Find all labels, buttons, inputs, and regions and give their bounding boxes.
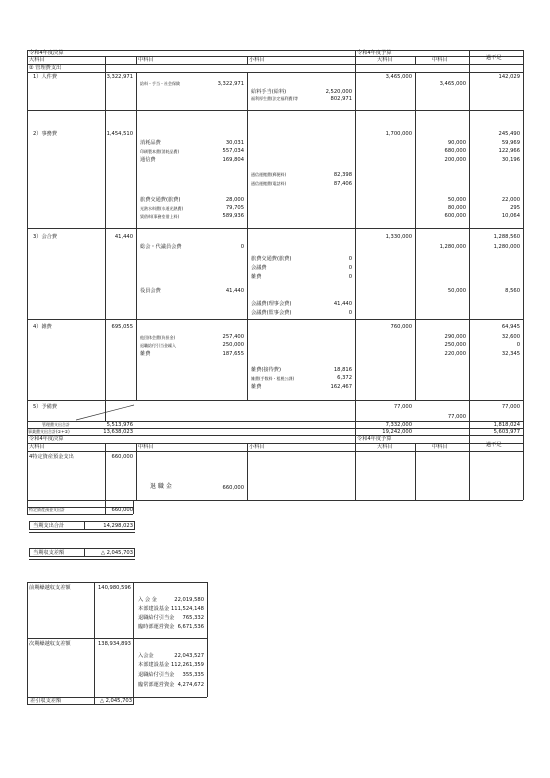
diff: 0: [516, 342, 520, 348]
sho-label: 会議費(理事会費): [251, 301, 292, 307]
row-amount: 695,055: [111, 324, 133, 330]
budget-col-chu: 中科目: [432, 444, 448, 450]
over-short-label: 過不足: [486, 55, 502, 61]
chu-label: 他団体会費(負担金): [140, 335, 176, 340]
kanri-total-amount: 5,513,976: [106, 422, 133, 428]
budget-col-chu: 中科目: [432, 57, 448, 63]
diff: 1,288,560: [493, 234, 520, 240]
zenki-item-amount: 111,524,148: [170, 606, 204, 612]
budget-chu: 50,000: [447, 288, 466, 294]
budget-chu: 3,465,000: [439, 81, 466, 87]
diff: 30,196: [501, 157, 520, 163]
chu-amount: 257,400: [222, 334, 244, 340]
chu-label: 通信費: [140, 157, 156, 163]
chu-label: 消耗品費: [140, 140, 161, 146]
chu-label: 給料・手当・社会保険: [140, 81, 180, 86]
col-chu: 中科目: [138, 444, 154, 450]
budget-dai: 77,000: [393, 404, 412, 410]
chu-label: 光熱水料費(水道光熱費): [140, 206, 184, 211]
jiki-item-label: 本部建設基金: [138, 662, 170, 668]
sho-amount: 41,440: [333, 301, 352, 307]
chu-label: 総会・代議員会費: [140, 244, 182, 250]
zenki-amount: 140,980,596: [97, 585, 131, 591]
row-label: 1）人件費: [33, 74, 58, 80]
col-dai: 大科目: [29, 444, 45, 450]
row-amount: 3,322,971: [106, 74, 133, 80]
zenki-item-label: 退職給付引当金: [138, 615, 175, 621]
jigyo-total-label: 事業費支出合計(①+②): [28, 429, 70, 434]
sho-amount: 0: [348, 310, 352, 316]
jiki-amount: 138,934,893: [97, 641, 131, 647]
jiki-item-amount: 4,274,672: [177, 682, 204, 688]
zenki-item-amount: 22,019,580: [174, 597, 204, 603]
jiki-item-label: 退職給付引当金: [138, 672, 175, 678]
tokutei-amount: 660,000: [111, 454, 133, 460]
diff: 64,945: [501, 324, 520, 330]
col-chu: 中科目: [138, 57, 154, 63]
tosyo-total-label: 当期支出合計: [33, 523, 65, 529]
tokutei-total-amount: 660,000: [111, 507, 133, 513]
diff: 22,000: [501, 197, 520, 203]
sho-label: 雑費(手数料・租税公課): [251, 376, 295, 381]
jigyo-total-diff: 5,603,977: [493, 429, 520, 435]
chu-amount: 187,655: [222, 351, 244, 357]
zenki-item-amount: 765,332: [182, 615, 204, 621]
budget-year-label: 令和4年度予算: [357, 50, 392, 56]
budget-year-label: 令和4年度予算: [357, 436, 392, 442]
tokutei-total-label: 特定資産預金支出計: [29, 507, 65, 512]
chu-amount: 79,705: [225, 205, 244, 211]
budget-chu: 220,000: [444, 351, 466, 357]
budget-chu: 250,000: [444, 342, 466, 348]
budget-chu: 290,000: [444, 334, 466, 340]
budget-dai: 760,000: [390, 324, 412, 330]
chu-amount: 30,031: [225, 140, 244, 146]
diff: 32,600: [501, 334, 520, 340]
budget-col-dai: 大科目: [377, 444, 393, 450]
diff: 8,560: [505, 288, 520, 294]
chu-label: 雑費: [140, 351, 151, 357]
diff: 77,000: [501, 404, 520, 410]
sho-amount: 87,406: [333, 181, 352, 187]
row-label: 3）会合費: [33, 234, 58, 240]
jiki-label: 次期繰越収支差額: [29, 641, 71, 647]
row-amount: 41,440: [114, 234, 133, 240]
chu-amount: 169,804: [222, 157, 244, 163]
sho-amount: 82,398: [333, 172, 352, 178]
sahiki-label: 差引収支差額: [30, 698, 62, 704]
tosyo-diff-amount: △ 2,045,703: [100, 550, 133, 556]
zenki-item-amount: 6,671,536: [177, 624, 204, 630]
row-label: 2）事務費: [33, 131, 58, 137]
sho-amount: 2,520,000: [325, 89, 352, 95]
zenki-item-label: 臨時部運営資金: [138, 624, 175, 630]
sho-amount: 0: [348, 256, 352, 262]
budget-chu: 600,000: [444, 213, 466, 219]
diff: 10,064: [501, 213, 520, 219]
sho-label: 通信運搬費(郵便料): [251, 172, 287, 177]
budget-dai: 1,700,000: [385, 131, 412, 137]
jigyo-total-budget: 19,242,000: [382, 429, 412, 435]
jiki-item-amount: 112,261,359: [170, 662, 204, 668]
chu-label: 賃借料(事務室借上料): [140, 214, 180, 219]
kanri-total-diff: 1,818,024: [493, 422, 520, 428]
sho-label: 通信運搬費(電話料): [251, 181, 287, 186]
tosyo-diff-label: 当期収支差額: [33, 550, 65, 556]
sho-amount: 0: [348, 265, 352, 271]
tokutei-label: 4特定資産預金支出: [29, 454, 74, 460]
sho-amount: 18,816: [333, 367, 352, 373]
budget-dai: 1,330,000: [385, 234, 412, 240]
chu-label: 役員会費: [140, 288, 161, 294]
chu-amount: 589,936: [222, 213, 244, 219]
chu-label: 印刷製本費(消耗品費): [140, 149, 180, 154]
section-title: ② 管理費支出: [29, 65, 62, 71]
diagonal-slash: [76, 401, 136, 421]
row-label: 5）予備費: [33, 404, 58, 410]
sho-label: 給料手当(給料): [251, 89, 287, 95]
sho-amount: 162,467: [330, 384, 352, 390]
budget-col-dai: 大科目: [377, 57, 393, 63]
sho-label: 旅費交通費(旅費): [251, 256, 292, 262]
diff: 295: [510, 205, 520, 211]
budget-chu: 680,000: [444, 148, 466, 154]
actual-year-label: 令和4年度決算: [29, 436, 64, 442]
budget-chu: 90,000: [447, 140, 466, 146]
jiki-item-amount: 355,335: [182, 672, 204, 678]
col-sho: 小科目: [249, 444, 265, 450]
budget-chu: 1,280,000: [439, 244, 466, 250]
zenki-label: 前期繰越収支差額: [29, 585, 71, 591]
sho-label: 会議費: [251, 265, 267, 271]
zenki-item-label: 本部建設基金: [138, 606, 170, 612]
tokutei-chu-amount: 660,000: [222, 485, 244, 491]
sho-amount: 6,372: [337, 375, 352, 381]
diff: 245,490: [498, 131, 520, 137]
sho-label: 会議費(監事会費): [251, 310, 292, 316]
col-dai: 大科目: [29, 57, 45, 63]
diff: 59,969: [501, 140, 520, 146]
chu-amount: 3,322,971: [217, 81, 244, 87]
sho-label: 福利厚生費(法定福利費)等: [251, 96, 299, 101]
budget-chu: 77,000: [447, 414, 466, 420]
kanri-total-budget: 7,332,000: [385, 422, 412, 428]
row-label: 4）雑費: [33, 324, 52, 330]
chu-label: 退職給付引当金繰入: [140, 343, 176, 348]
sho-label: 雑費: [251, 274, 262, 280]
chu-amount: 0: [240, 244, 244, 250]
jiki-item-label: 臨常部運営資金: [138, 682, 175, 688]
chu-amount: 41,440: [225, 288, 244, 294]
budget-chu: 80,000: [447, 205, 466, 211]
sahiki-amount: △ 2,045,703: [99, 698, 132, 704]
tokutei-chu-label: 退 職 金: [150, 483, 172, 490]
sho-amount: 802,971: [330, 96, 352, 102]
sho-label: 雑費: [251, 384, 262, 390]
jiki-item-label: 入会金: [138, 653, 154, 659]
zenki-item-label: 入 会 金: [138, 597, 157, 603]
kanri-total-label: 管理費支出合計: [42, 422, 70, 427]
col-sho: 小科目: [249, 57, 265, 63]
jiki-item-amount: 22,043,527: [174, 653, 204, 659]
tosyo-total-amount: 14,298,023: [103, 523, 133, 529]
chu-amount: 557,034: [222, 148, 244, 154]
chu-label: 旅費交通費(旅費): [140, 197, 181, 203]
actual-year-label: 令和4年度決算: [29, 50, 64, 56]
budget-dai: 3,465,000: [385, 74, 412, 80]
chu-amount: 250,000: [222, 342, 244, 348]
row-amount: 1,454,510: [106, 131, 133, 137]
diff: 142,029: [498, 74, 520, 80]
sho-label: 雑費(接待費): [251, 367, 281, 373]
diff: 32,345: [501, 351, 520, 357]
sho-amount: 0: [348, 274, 352, 280]
jigyo-total-amount: 13,638,023: [103, 429, 133, 435]
budget-chu: 200,000: [444, 157, 466, 163]
budget-chu: 50,000: [447, 197, 466, 203]
chu-amount: 28,000: [225, 197, 244, 203]
diff: 1,280,000: [493, 244, 520, 250]
diff: 122,966: [498, 148, 520, 154]
over-short-label: 過不足: [486, 442, 502, 448]
